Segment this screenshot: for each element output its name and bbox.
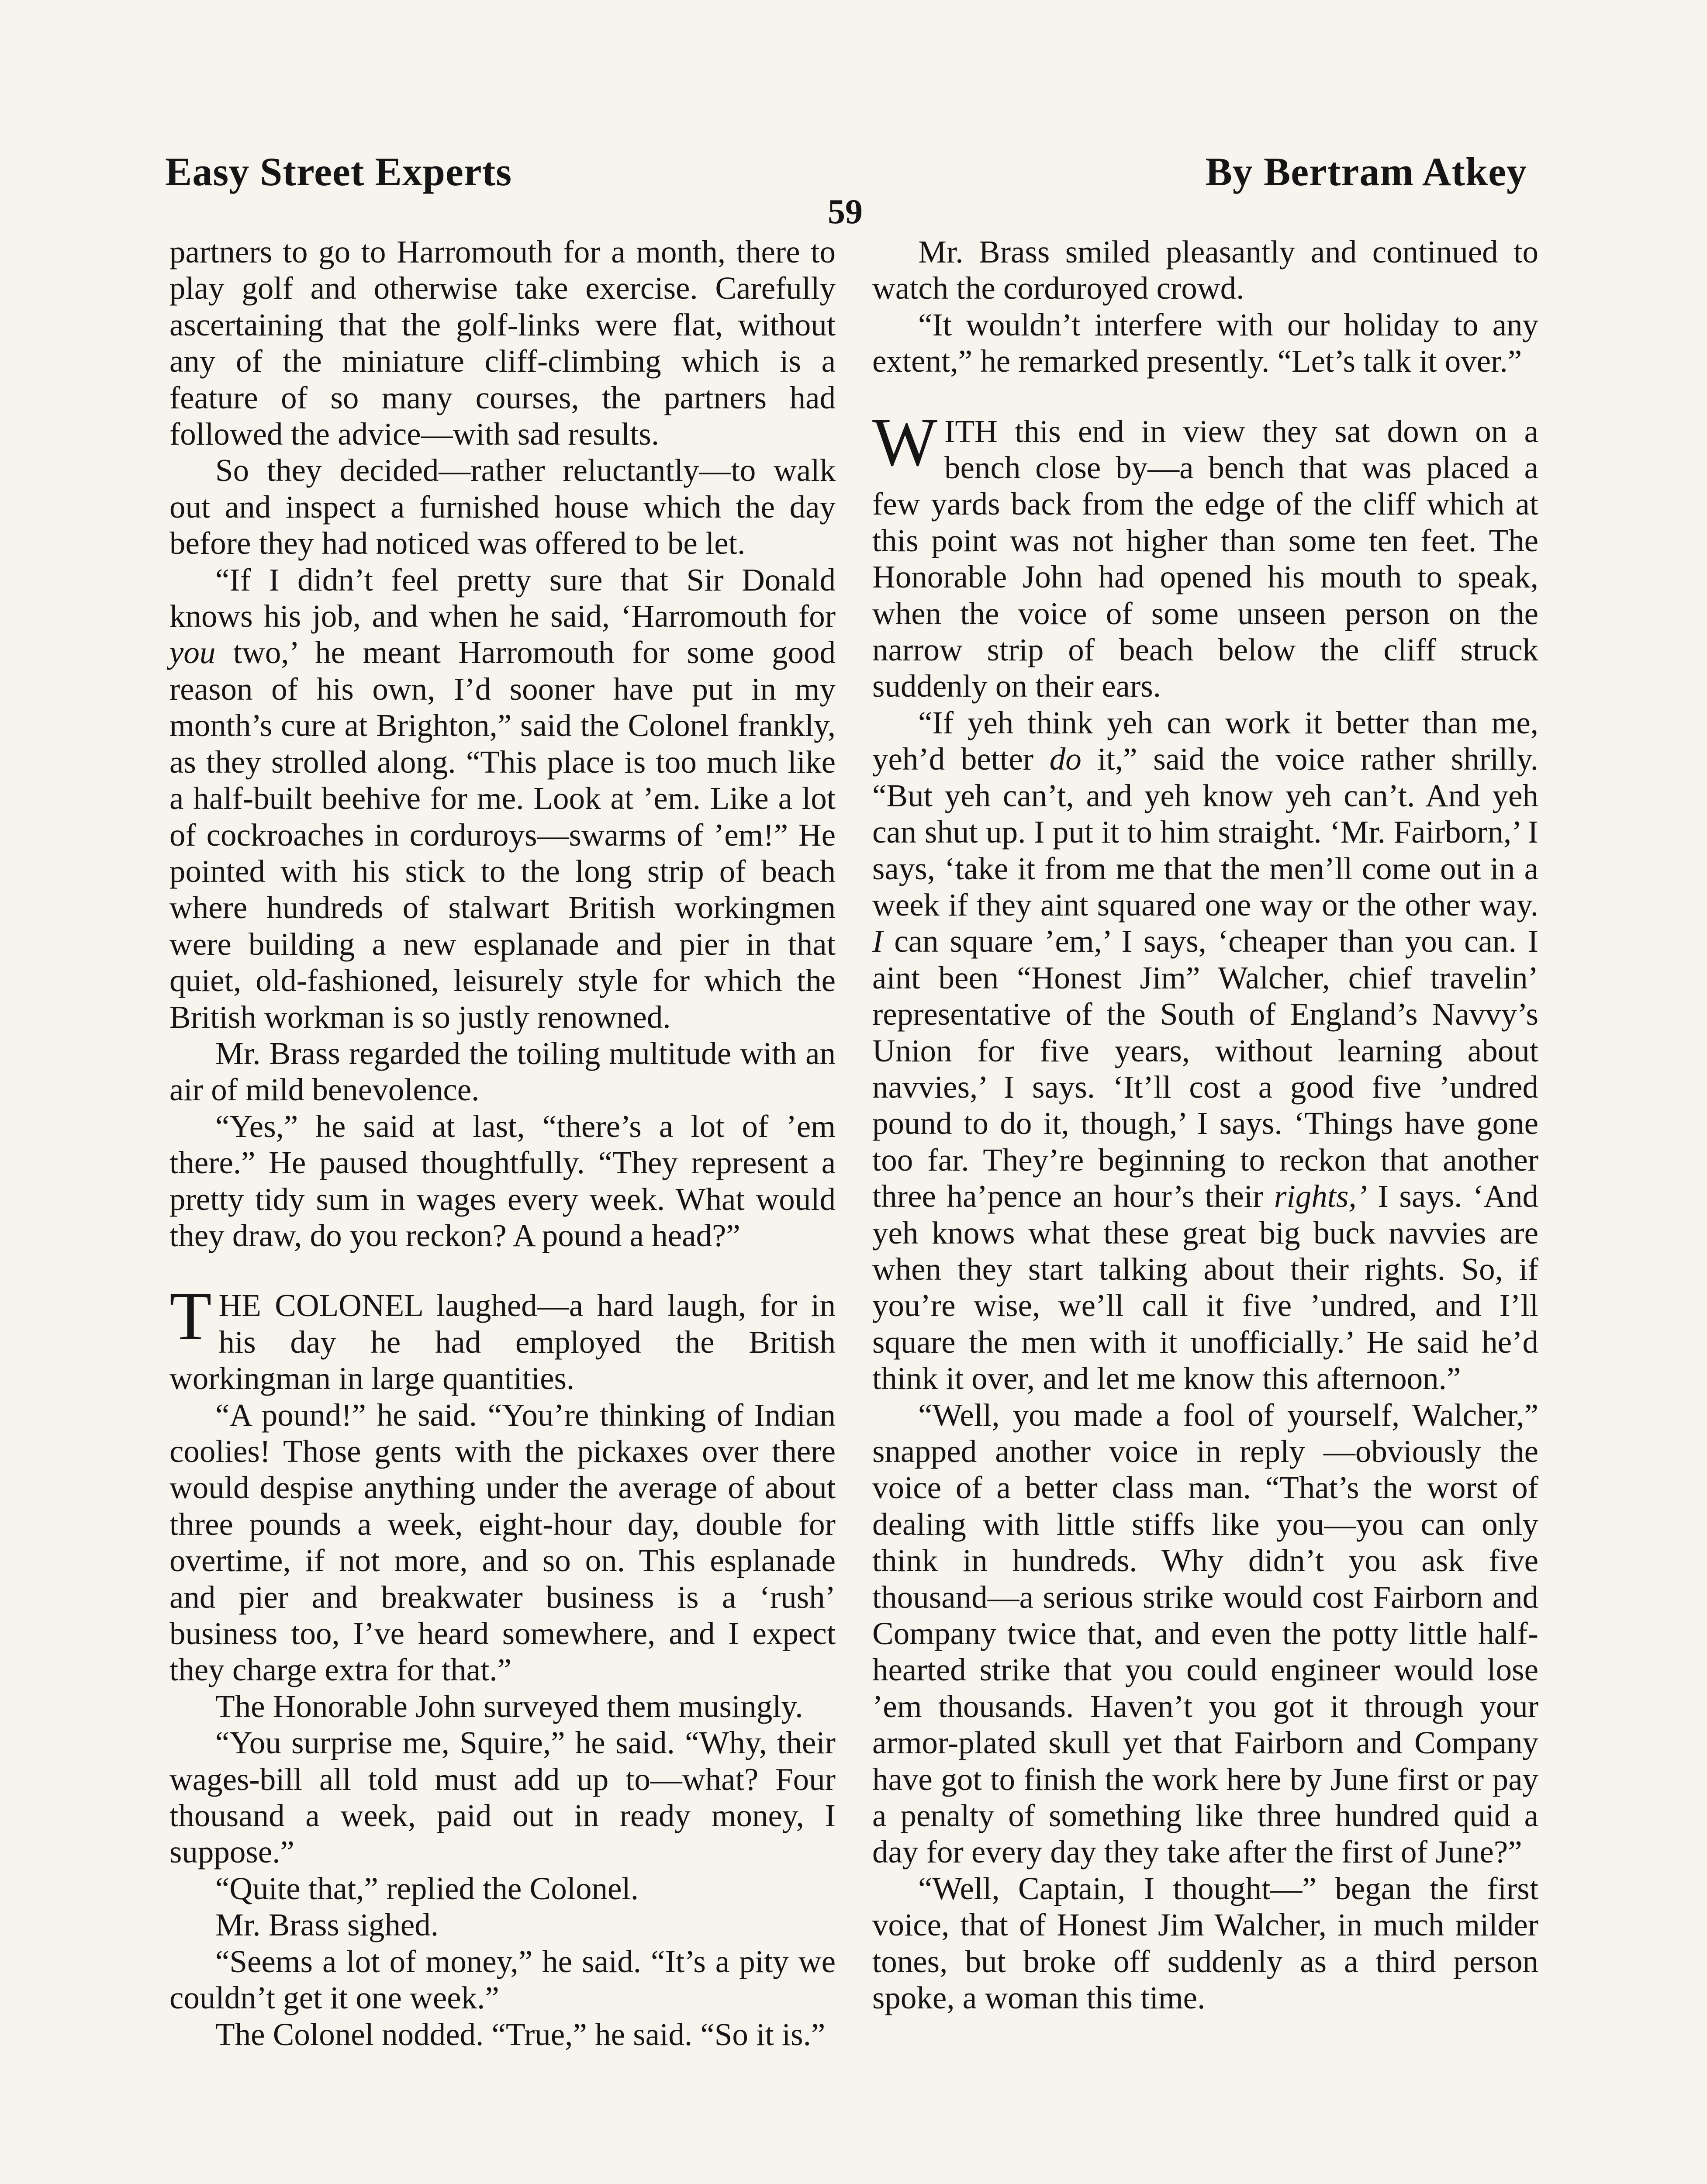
paragraph: “You surprise me, Squire,” he said. “Why, their wages-bill all told must add up to—what? Four thousand a week, paid out in ready money, I suppose.” (169, 1725, 836, 1870)
paragraph: Mr. Brass regarded the toiling multitude with an air of mild benevolence. (169, 1035, 836, 1108)
paragraph: “If yeh think yeh can work it better than me, yeh’d better do it,” said the voice rather shrilly. “But yeh can’t, and yeh know yeh can’t. And yeh can shut up. I put it to him straight. ‘Mr. Fairborn,’ I says, ‘take it from me that the men’ll come out in a week if they aint squared one way or the other way. I can square ’em,’ I says, ‘cheaper than you can. I aint been “Honest Jim” Walcher, chief travelin’ representative of the South of England’s Navvy’s Union for five years, without learning about navvies,’ I says. ‘It’ll cost a good five ’undred pound to do it, though,’ I says. ‘Things have gone too far. They’re beginning to reckon that another three ha’pence an hour’s their rights,’ I says. ‘And yeh knows what these great big buck navvies are when they start talking about their rights. So, if you’re wise, we’ll call it five ’undred, and I’ll square the men with it unofficially.’ He said he’d think it over, and let me know this afternoon.” (872, 705, 1538, 1396)
page-number: 59 (828, 193, 863, 231)
paragraph: “Well, you made a fool of yourself, Walcher,” snapped another voice in reply —obviously the voice of a better class man. “That’s the worst of dealing with little stiffs like you—you can only think in hundreds. Why didn’t you ask five thousand—a serious strike would cost Fairborn and Company twice that, and even the potty little half-hearted strike that you could engineer would lose ’em thousands. Haven’t you got it through your armor-plated skull yet that Fairborn and Company have got to finish the work here by June first or pay a penalty of something like three hundred quid a day for every day they take after the first of June?” (872, 1397, 1538, 1870)
paragraph: partners to go to Harromouth for a month, there to play golf and otherwise take exercise. Carefully ascertaining that the golf-links were flat, without any of the miniature cliff-climbing which is a feature of so many courses, the partners had followed the advice—with sad results. (169, 234, 836, 452)
paragraph: “A pound!” he said. “You’re thinking of Indian coolies! Those gents with the pickaxes over there would despise anything under the average of about three pounds a week, eight-hour day, double for overtime, if not more, and so on. This esplanade and pier and breakwater business is a ‘rush’ business too, I’ve heard somewhere, and I expect they charge extra for that.” (169, 1397, 836, 1688)
paragraph: “It wouldn’t interfere with our holiday to any extent,” he remarked presently. “Let’s talk it over.” (872, 307, 1538, 379)
right-column (872, 234, 1538, 2016)
drop-cap: W (872, 404, 938, 480)
paragraph: Mr. Brass smiled pleasantly and continued to watch the corduroyed crowd. (872, 234, 1538, 306)
story-author: By Bertram Atkey (1205, 149, 1527, 194)
paragraph: The Colonel nodded. “True,” he said. “So it is.” (215, 2016, 826, 2052)
paragraph: “If I didn’t feel pretty sure that Sir Donald knows his job, and when he said, ‘Harromouth for you two,’ he meant Harromouth for some good reason of his own, I’d sooner have put in my month’s cure at Brighton,” said the Colonel frankly, as they strolled along. “This place is too much like a half-built beehive for me. Look at ’em. Like a lot of cockroaches in corduroys—swarms of ’em!” He pointed with his stick to the long strip of beach where hundreds of stalwart British workingmen were building a new esplanade and pier in that quiet, old-fashioned, leisurely style for which the British workman is so justly renowned. (169, 562, 836, 1035)
section-paragraph: THE COLONEL laughed—a hard laugh, for in his day he had employed the British workingman in large quantities. (169, 1278, 836, 1396)
paragraph: “Well, Captain, I thought—” began the first voice, that of Honest Jim Walcher, in much milder tones, but broke off suddenly as a third person spoke, a woman this time. (872, 1870, 1538, 2016)
paragraph: “Seems a lot of money,” he said. “It’s a pity we couldn’t get it one week.” (169, 1943, 836, 2016)
paragraph: “Quite that,” replied the Colonel. (215, 1870, 639, 1906)
drop-cap: T (169, 1278, 212, 1355)
paragraph: Mr. Brass sighed. (215, 1907, 439, 1943)
paragraph: “Yes,” he said at last, “there’s a lot of ’em there.” He paused thoughtfully. “They represent a pretty tidy sum in wages every week. What would they draw, do you reckon? A pound a head?” (169, 1108, 836, 1253)
left-column (169, 234, 836, 2053)
section-paragraph: WITH this end in view they sat down on a bench close by—a bench that was placed a few yards back from the edge of the cliff which at this point was not higher than some ten feet. The Honorable John had opened his mouth to speak, when the voice of some unseen person on the narrow strip of beach below the cliff struck suddenly on their ears. (872, 404, 1538, 704)
paragraph: So they decided—rather reluctantly—to walk out and inspect a furnished house which the day before they had noticed was offered to be let. (169, 453, 836, 561)
story-title: Easy Street Experts (165, 149, 512, 194)
paragraph: The Honorable John surveyed them musingly. (215, 1688, 803, 1724)
